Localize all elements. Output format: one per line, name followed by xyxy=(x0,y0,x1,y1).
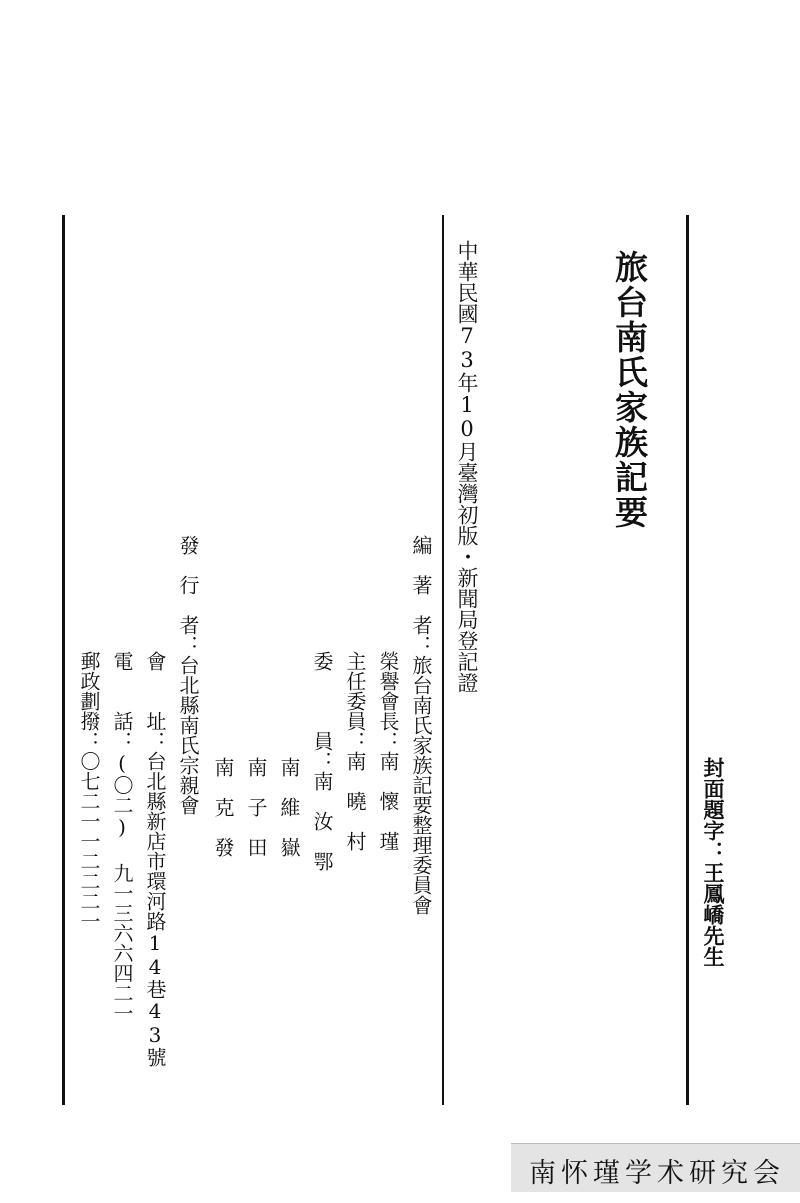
editor-value: 旅台南氏家族記要整理委員會 xyxy=(409,655,433,915)
book-title: 旅台南氏家族記要 xyxy=(610,250,649,530)
postal-account: 郵政劃撥：〇七二一一二二二一 xyxy=(77,651,101,931)
honorary-chairman: 榮譽會長：南 懷 瑾 xyxy=(376,651,400,851)
publisher-phone: 電 話：(〇二) 九一三六六四二一 xyxy=(110,651,134,1023)
publisher-label: 發 行 者： xyxy=(176,535,200,655)
left-border-line xyxy=(62,215,65,1105)
committee-member-2: 南 維 嶽 xyxy=(277,757,301,857)
middle-divider-line xyxy=(442,215,444,1105)
committee-member-4: 南 克 發 xyxy=(211,757,235,857)
committee-member-3: 南 子 田 xyxy=(244,757,268,857)
right-border-line xyxy=(686,215,689,1105)
committee-members: 委 員：南 汝 鄂 xyxy=(310,651,334,871)
watermark-banner xyxy=(511,1143,800,1192)
editor-label: 編 著 者： xyxy=(409,535,433,655)
watermark-text: 南怀瑾学术研究会 xyxy=(529,1158,785,1189)
publisher-value: 台北縣南氏宗親會 xyxy=(176,655,200,815)
chief-committee: 主任委員：南 曉 村 xyxy=(343,651,367,851)
publisher-address: 會 址：台北縣新店市環河路14巷43號 xyxy=(143,651,167,1067)
cover-inscription: 封面題字：王鳳嶠先生 xyxy=(701,757,726,967)
edition-info: 中華民國73年10月臺灣初版・新聞局登記證 xyxy=(455,240,479,693)
